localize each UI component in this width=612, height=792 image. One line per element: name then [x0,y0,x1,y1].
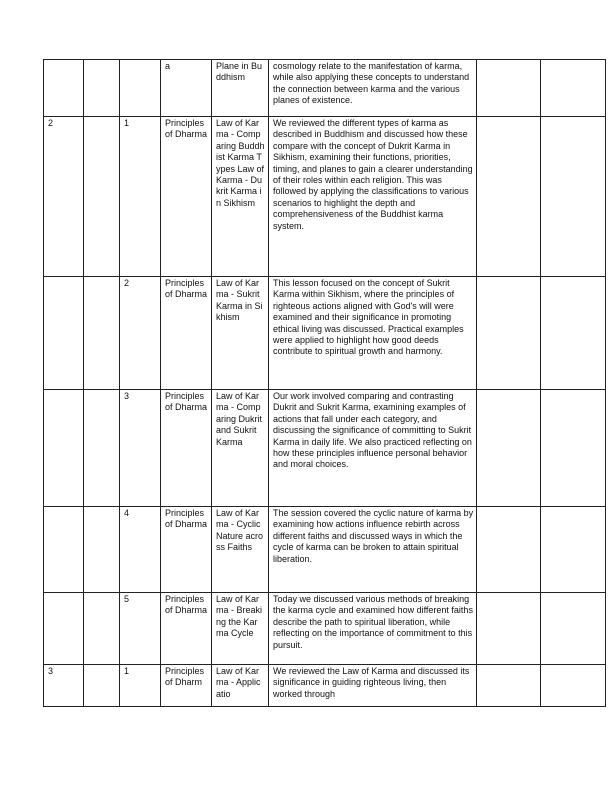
week-cell [44,593,84,665]
table-row [44,390,606,507]
subtopic-cell: Law of Karma - Cyclic Nature across Faiths [212,507,269,593]
description-cell: Our work involved comparing and contrasting Dukrit and Sukrit Karma, examining examples of actions that fall under each category, and discussing the significance of committing to Sukrit Karma in daily life. We also practiced reflecting on how these principles influence personal behavior and moral choices. [269,390,477,507]
topic-cell: Principles of Dharma [161,507,212,593]
lesson-cell: 3 [120,390,161,507]
lesson-cell: 1 [120,665,161,707]
table-row [44,277,606,390]
extra-cell [84,593,120,665]
description-cell: The session covered the cyclic nature of karma by examining how actions influence rebirth across different faiths and discussed ways in which the cycle of karma can be broken to attain spiritual liberation. [269,507,477,593]
subtopic-cell: Plane in Buddhism [212,60,269,117]
topic-cell: Principles of Dharma [161,593,212,665]
empty-cell [541,390,606,507]
subtopic-cell: Law of Karma - Sukrit Karma in Sikhism [212,277,269,390]
table-row [44,593,606,665]
empty-cell [477,277,541,390]
description-cell: This lesson focused on the concept of Sukrit Karma within Sikhism, where the principles of righteous actions aligned with God's will were examined and their significance in promoting ethical living was discussed. Practical examples were applied to highlight how good deeds contribute to spiritual growth and harmony. [269,277,477,390]
empty-cell [477,593,541,665]
empty-cell [477,665,541,707]
topic-cell: Principles of Dharm [161,665,212,707]
topic-cell: a [161,60,212,117]
empty-cell [541,665,606,707]
extra-cell [84,390,120,507]
description-cell: We reviewed the different types of karma as described in Buddhism and discussed how these compare with the concept of Dukrit Karma in Sikhism, examining their functions, priorities, timing, and planes to gain a clearer understanding of their roles within each religion. This was followed by applying the classifications to various scenarios to highlight the depth and comprehensiveness of the Buddhist karma system. [269,117,477,277]
week-cell: 3 [44,665,84,707]
description-cell: We reviewed the Law of Karma and discussed its significance in guiding righteous living, then worked through [269,665,477,707]
week-cell [44,507,84,593]
extra-cell [84,60,120,117]
topic-cell: Principles of Dharma [161,390,212,507]
week-cell [44,277,84,390]
week-cell: 2 [44,117,84,277]
lesson-cell: 1 [120,117,161,277]
empty-cell [477,507,541,593]
empty-cell [477,60,541,117]
lesson-cell: 5 [120,593,161,665]
extra-cell [84,117,120,277]
empty-cell [477,390,541,507]
empty-cell [541,277,606,390]
lesson-log-table [43,59,606,707]
extra-cell [84,665,120,707]
topic-cell: Principles of Dharma [161,277,212,390]
subtopic-cell: Law of Karma - Comparing Dukrit and Sukrit Karma [212,390,269,507]
table-row [44,665,606,707]
week-cell [44,60,84,117]
topic-cell: Principles of Dharma [161,117,212,277]
subtopic-cell: Law of Karma - Applicatio [212,665,269,707]
week-cell [44,390,84,507]
table-row [44,60,606,117]
subtopic-cell: Law of Karma - Comparing Buddhist Karma Types Law of Karma - Dukrit Karma in Sikhism [212,117,269,277]
extra-cell [84,277,120,390]
description-cell: cosmology relate to the manifestation of karma, while also applying these concepts to understand the connection between karma and the various planes of existence. [269,60,477,117]
description-cell: Today we discussed various methods of breaking the karma cycle and examined how different faiths describe the path to spiritual liberation, while reflecting on the importance of commitment to this pursuit. [269,593,477,665]
subtopic-cell: Law of Karma - Breaking the Karma Cycle [212,593,269,665]
extra-cell [84,507,120,593]
empty-cell [541,507,606,593]
lesson-cell: 4 [120,507,161,593]
lesson-cell [120,60,161,117]
empty-cell [541,117,606,277]
lesson-cell: 2 [120,277,161,390]
table-row [44,507,606,593]
empty-cell [477,117,541,277]
empty-cell [541,593,606,665]
empty-cell [541,60,606,117]
table-row [44,117,606,277]
